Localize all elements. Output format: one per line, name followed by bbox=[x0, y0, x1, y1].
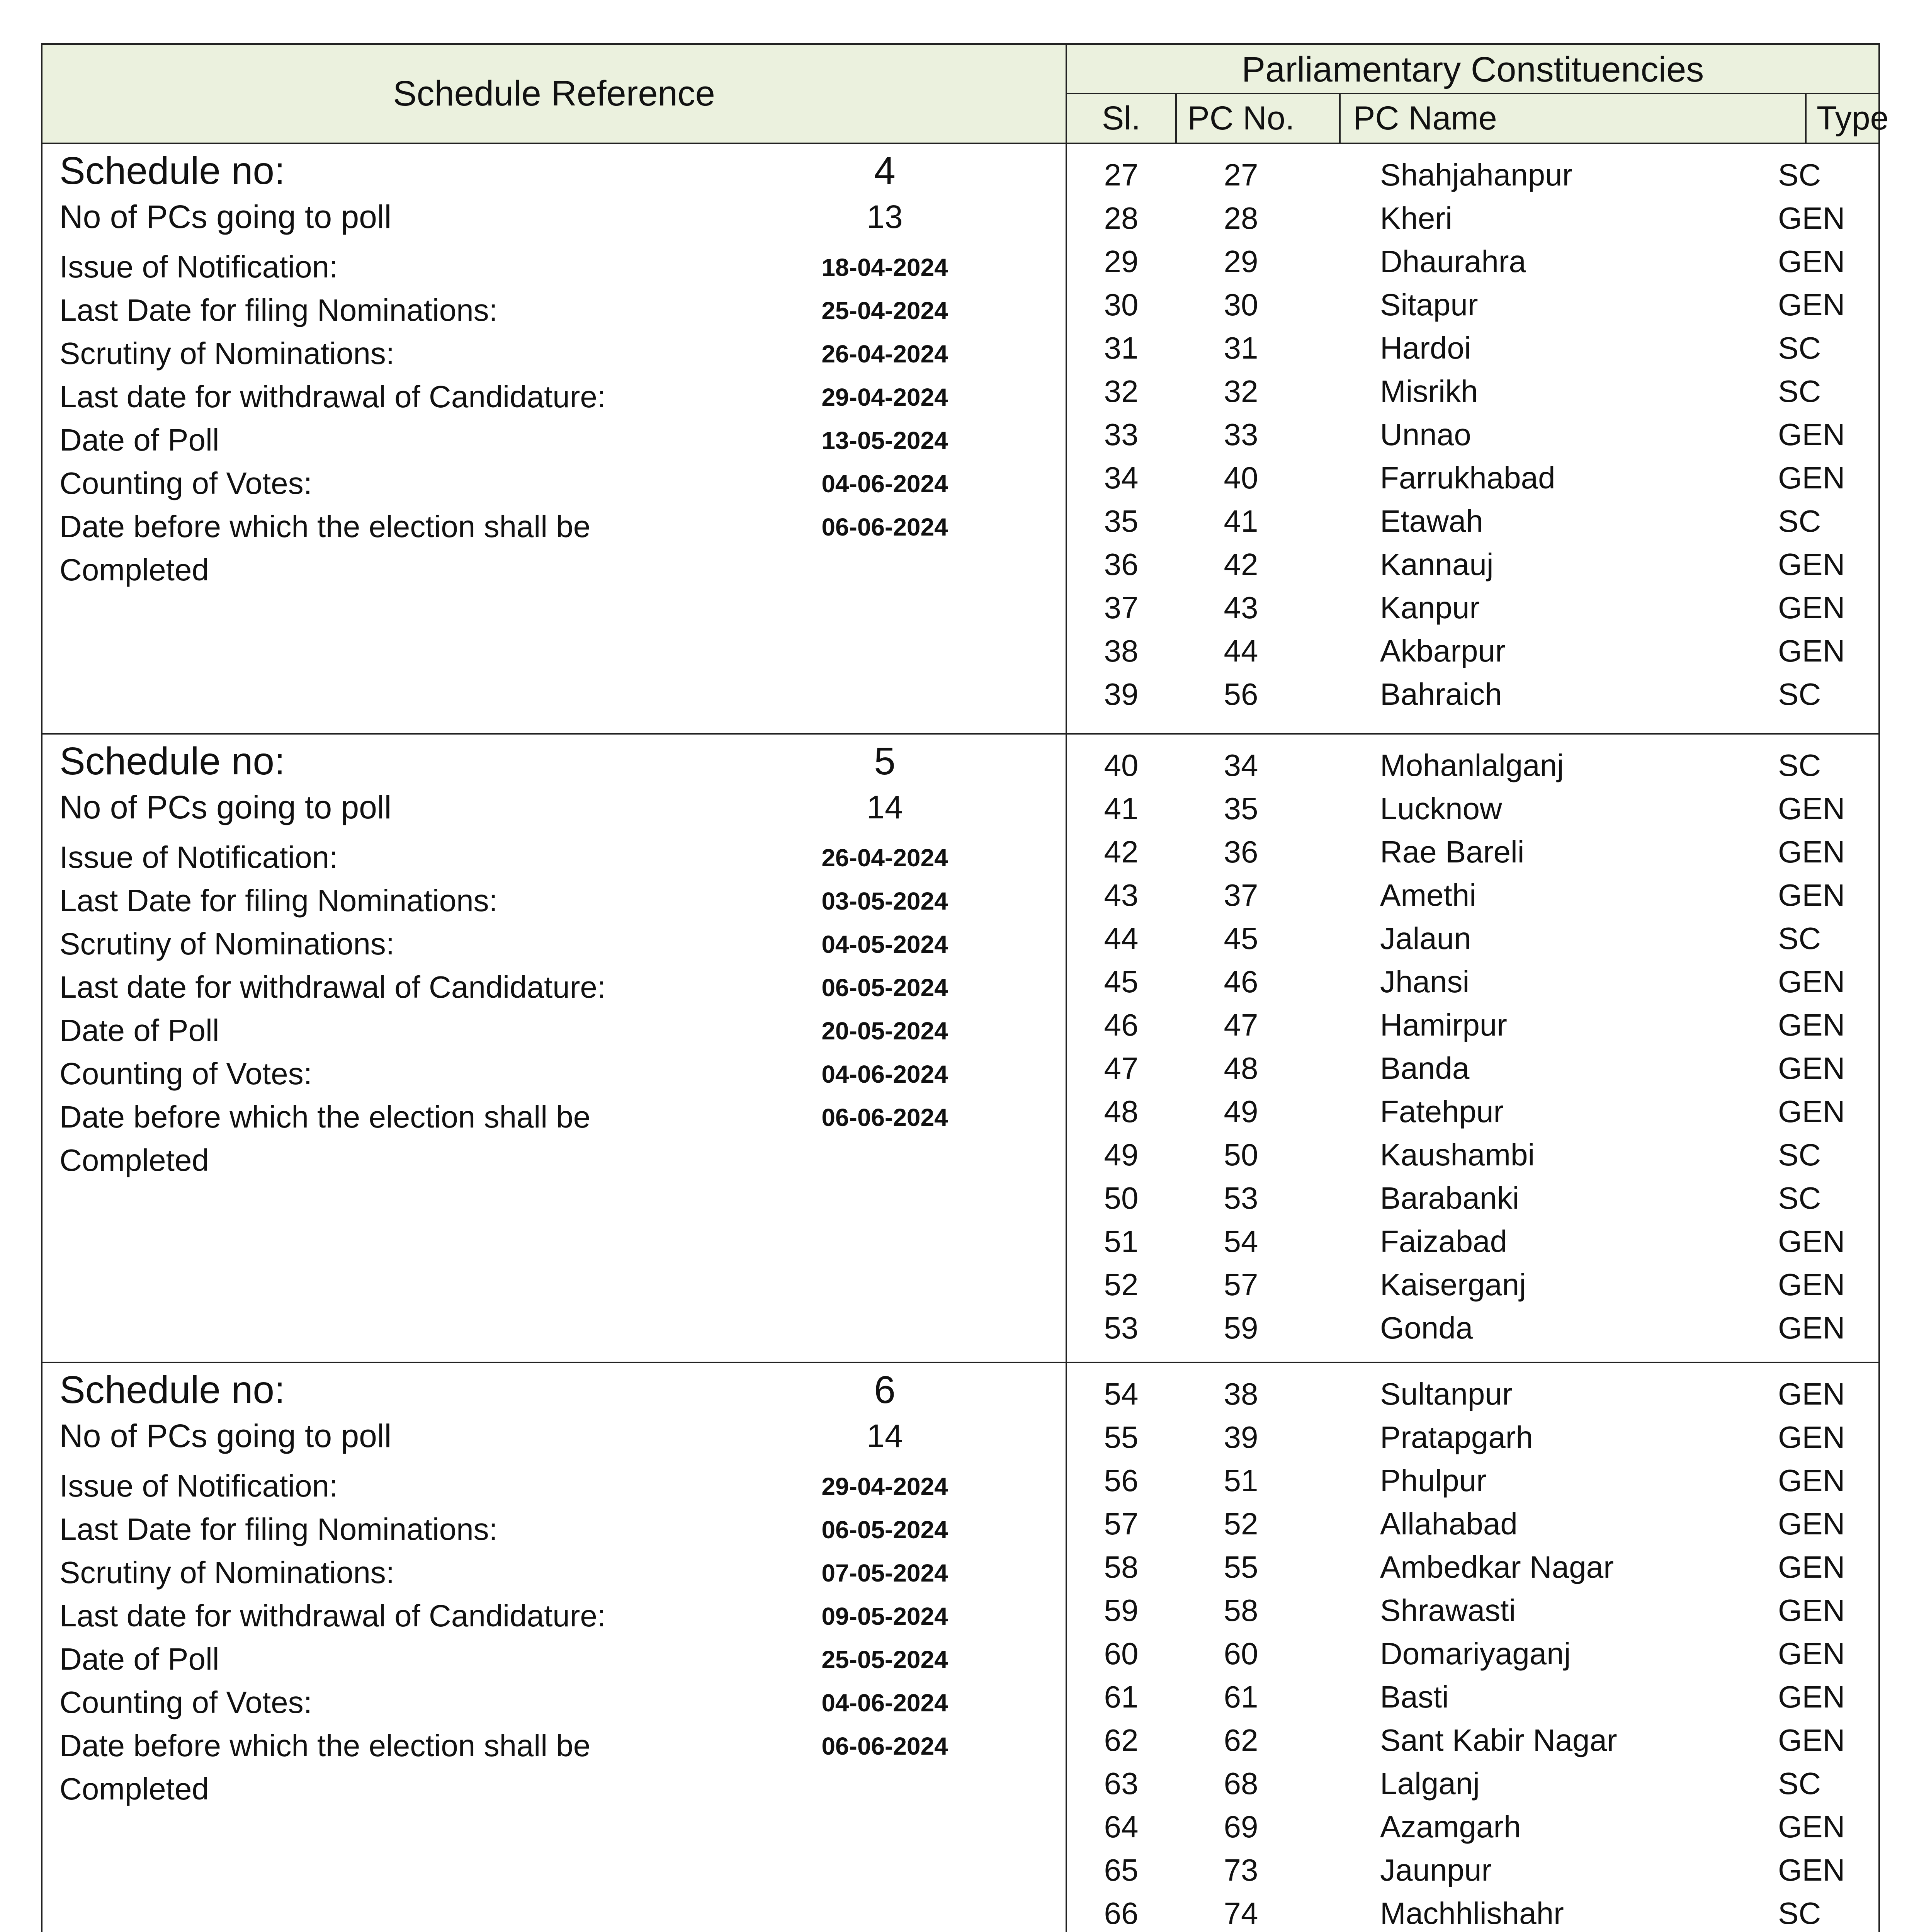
pc-name: Kanpur bbox=[1380, 590, 1480, 625]
pc-name: Gonda bbox=[1380, 1311, 1473, 1345]
pc-serial: 38 bbox=[1104, 634, 1139, 668]
pc-serial: 42 bbox=[1104, 835, 1139, 869]
pc-header bbox=[1067, 45, 1889, 143]
pc-type: GEN bbox=[1778, 201, 1845, 235]
table-row bbox=[1067, 960, 1878, 1003]
label-scrutiny: Scrutiny of Nominations: bbox=[59, 1555, 395, 1590]
pc-serial: 56 bbox=[1104, 1463, 1139, 1498]
pc-name: Jalaun bbox=[1380, 921, 1471, 956]
pc-type: GEN bbox=[1778, 1636, 1845, 1671]
pc-serial: 57 bbox=[1104, 1507, 1139, 1541]
pc-type: SC bbox=[1778, 158, 1821, 192]
pc-number: 41 bbox=[1224, 504, 1258, 538]
pc-serial: 34 bbox=[1104, 461, 1139, 495]
pc-serial: 39 bbox=[1104, 677, 1139, 711]
date-nominations: 03-05-2024 bbox=[821, 887, 948, 915]
pc-number: 36 bbox=[1224, 835, 1258, 869]
pc-number: 34 bbox=[1224, 748, 1258, 782]
table-row bbox=[1067, 1459, 1878, 1502]
schedule-block-4 bbox=[42, 144, 1066, 733]
pc-name: Hardoi bbox=[1380, 331, 1471, 365]
pc-type: SC bbox=[1778, 331, 1821, 365]
pc-type: GEN bbox=[1778, 878, 1845, 912]
pcs-label: No of PCs going to poll bbox=[59, 199, 392, 235]
table-row bbox=[1067, 673, 1878, 716]
table-row bbox=[1067, 197, 1878, 240]
date-notification: 29-04-2024 bbox=[821, 1473, 948, 1500]
pc-type: GEN bbox=[1778, 1094, 1845, 1129]
pc-type: GEN bbox=[1778, 1507, 1845, 1541]
schedule-number: 4 bbox=[874, 149, 896, 192]
date-scrutiny: 04-05-2024 bbox=[821, 930, 948, 958]
table-row bbox=[1067, 456, 1878, 500]
pc-type: GEN bbox=[1778, 1008, 1845, 1042]
pc-name: Jaunpur bbox=[1380, 1853, 1492, 1887]
pc-name: Misrikh bbox=[1380, 374, 1478, 408]
pc-name: Kaushambi bbox=[1380, 1138, 1535, 1172]
pc-type: SC bbox=[1778, 1896, 1821, 1930]
table-row bbox=[1067, 629, 1878, 673]
date-completion: 06-06-2024 bbox=[821, 1732, 948, 1760]
col-pc-no: PC No. bbox=[1187, 100, 1295, 137]
pc-list-4 bbox=[1067, 144, 1878, 733]
date-poll: 20-05-2024 bbox=[821, 1017, 948, 1045]
pc-number: 27 bbox=[1224, 158, 1258, 192]
pc-type: GEN bbox=[1778, 287, 1845, 322]
pc-name: Allahabad bbox=[1380, 1507, 1518, 1541]
pc-name: Shrawasti bbox=[1380, 1593, 1516, 1628]
table-row bbox=[1067, 327, 1878, 370]
table-row bbox=[1067, 1133, 1878, 1177]
pc-type: GEN bbox=[1778, 1550, 1845, 1584]
pc-type: GEN bbox=[1778, 1853, 1845, 1887]
pc-serial: 51 bbox=[1104, 1224, 1139, 1259]
pc-name: Fatehpur bbox=[1380, 1094, 1504, 1129]
pc-name: Lalganj bbox=[1380, 1766, 1480, 1801]
pc-type: GEN bbox=[1778, 791, 1845, 826]
col-type: Type bbox=[1817, 100, 1889, 137]
pc-number: 30 bbox=[1224, 287, 1258, 322]
pc-name: Pratapgarh bbox=[1380, 1420, 1533, 1454]
schedule-block-6 bbox=[42, 1363, 1066, 1932]
pc-type: SC bbox=[1778, 1138, 1821, 1172]
pc-number: 39 bbox=[1224, 1420, 1258, 1454]
pc-type: GEN bbox=[1778, 1420, 1845, 1454]
table-row bbox=[1067, 1719, 1878, 1762]
table-row bbox=[1067, 1502, 1878, 1546]
pc-type: GEN bbox=[1778, 1593, 1845, 1628]
pc-number: 48 bbox=[1224, 1051, 1258, 1085]
table-row bbox=[1067, 1632, 1878, 1675]
pc-name: Shahjahanpur bbox=[1380, 158, 1573, 192]
label-completion-2: Completed bbox=[59, 1772, 209, 1806]
pc-name: Mohanlalganj bbox=[1380, 748, 1564, 782]
label-completion: Date before which the election shall be bbox=[59, 1100, 591, 1134]
pc-name: Sitapur bbox=[1380, 287, 1478, 322]
pc-number: 47 bbox=[1224, 1008, 1258, 1042]
pc-name: Kaiserganj bbox=[1380, 1267, 1526, 1302]
table-row bbox=[1067, 1589, 1878, 1632]
schedule-number: 5 bbox=[874, 740, 896, 783]
pc-type: SC bbox=[1778, 921, 1821, 956]
pc-number: 49 bbox=[1224, 1094, 1258, 1129]
pc-number: 35 bbox=[1224, 791, 1258, 826]
label-completion: Date before which the election shall be bbox=[59, 509, 591, 544]
col-sl: Sl. bbox=[1101, 100, 1141, 137]
label-scrutiny: Scrutiny of Nominations: bbox=[59, 927, 395, 961]
pc-name: Rae Bareli bbox=[1380, 835, 1525, 869]
table-row bbox=[1067, 1372, 1878, 1416]
pc-type: GEN bbox=[1778, 1311, 1845, 1345]
label-completion-2: Completed bbox=[59, 553, 209, 587]
table-row bbox=[1067, 543, 1878, 586]
pc-serial: 36 bbox=[1104, 547, 1139, 582]
pc-serial: 47 bbox=[1104, 1051, 1139, 1085]
table-row bbox=[1067, 1263, 1878, 1306]
table-row bbox=[1067, 1805, 1878, 1849]
pc-number: 59 bbox=[1224, 1311, 1258, 1345]
pc-type: SC bbox=[1778, 1181, 1821, 1215]
pc-type: GEN bbox=[1778, 547, 1845, 582]
pc-serial: 45 bbox=[1104, 964, 1139, 999]
pc-type: GEN bbox=[1778, 1267, 1845, 1302]
pc-serial: 55 bbox=[1104, 1420, 1139, 1454]
date-completion: 06-06-2024 bbox=[821, 513, 948, 541]
table-row bbox=[1067, 240, 1878, 283]
date-counting: 04-06-2024 bbox=[821, 1689, 948, 1717]
label-notification: Issue of Notification: bbox=[59, 1469, 338, 1503]
pcs-label: No of PCs going to poll bbox=[59, 1418, 392, 1454]
pc-serial: 53 bbox=[1104, 1311, 1139, 1345]
date-notification: 18-04-2024 bbox=[821, 253, 948, 281]
table-row bbox=[1067, 1306, 1878, 1350]
pc-number: 28 bbox=[1224, 201, 1258, 235]
pc-number: 69 bbox=[1224, 1810, 1258, 1844]
pc-name: Farrukhabad bbox=[1380, 461, 1555, 495]
pc-type: GEN bbox=[1778, 590, 1845, 625]
table-row bbox=[1067, 1892, 1878, 1932]
pc-name: Machhlishahr bbox=[1380, 1896, 1564, 1930]
pc-number: 52 bbox=[1224, 1507, 1258, 1541]
label-completion-2: Completed bbox=[59, 1143, 209, 1177]
date-scrutiny: 07-05-2024 bbox=[821, 1559, 948, 1587]
pc-number: 42 bbox=[1224, 547, 1258, 582]
pc-name: Bahraich bbox=[1380, 677, 1502, 711]
table-row bbox=[1067, 586, 1878, 629]
pc-serial: 62 bbox=[1104, 1723, 1139, 1757]
label-counting: Counting of Votes: bbox=[59, 1685, 312, 1719]
pc-type: GEN bbox=[1778, 964, 1845, 999]
pc-serial: 66 bbox=[1104, 1896, 1139, 1930]
pc-name: Ambedkar Nagar bbox=[1380, 1550, 1614, 1584]
pc-type: SC bbox=[1778, 374, 1821, 408]
schedule-number: 6 bbox=[874, 1368, 896, 1412]
label-scrutiny: Scrutiny of Nominations: bbox=[59, 336, 395, 371]
pc-number: 33 bbox=[1224, 417, 1258, 452]
label-nominations: Last Date for filing Nominations: bbox=[59, 883, 498, 918]
pc-serial: 60 bbox=[1104, 1636, 1139, 1671]
pc-serial: 43 bbox=[1104, 878, 1139, 912]
pc-name: Domariyaganj bbox=[1380, 1636, 1571, 1671]
pc-number: 62 bbox=[1224, 1723, 1258, 1757]
pc-type: GEN bbox=[1778, 1051, 1845, 1085]
pc-serial: 61 bbox=[1104, 1680, 1139, 1714]
table-row bbox=[1067, 370, 1878, 413]
table-row bbox=[1067, 874, 1878, 917]
pc-serial: 29 bbox=[1104, 244, 1139, 279]
date-scrutiny: 26-04-2024 bbox=[821, 340, 948, 368]
table-row bbox=[1067, 283, 1878, 327]
date-counting: 04-06-2024 bbox=[821, 1060, 948, 1088]
pc-number: 73 bbox=[1224, 1853, 1258, 1887]
pc-number: 40 bbox=[1224, 461, 1258, 495]
pc-serial: 64 bbox=[1104, 1810, 1139, 1844]
pc-name: Lucknow bbox=[1380, 791, 1502, 826]
table-row bbox=[1067, 1220, 1878, 1263]
pc-number: 55 bbox=[1224, 1550, 1258, 1584]
pc-serial: 27 bbox=[1104, 158, 1139, 192]
schedule-reference-title: Schedule Reference bbox=[393, 74, 715, 113]
pc-number: 60 bbox=[1224, 1636, 1258, 1671]
pc-name: Jhansi bbox=[1380, 964, 1470, 999]
pc-number: 74 bbox=[1224, 1896, 1258, 1930]
table-row bbox=[1067, 1047, 1878, 1090]
pc-serial: 46 bbox=[1104, 1008, 1139, 1042]
pc-number: 51 bbox=[1224, 1463, 1258, 1498]
pc-number: 43 bbox=[1224, 590, 1258, 625]
pc-name: Sant Kabir Nagar bbox=[1380, 1723, 1617, 1757]
pc-type: GEN bbox=[1778, 1224, 1845, 1259]
pc-type: SC bbox=[1778, 677, 1821, 711]
schedule-block-5 bbox=[42, 735, 1066, 1362]
pc-type: GEN bbox=[1778, 1680, 1845, 1714]
label-poll: Date of Poll bbox=[59, 1642, 219, 1676]
pc-type: GEN bbox=[1778, 835, 1845, 869]
label-withdrawal: Last date for withdrawal of Candidature: bbox=[59, 379, 606, 414]
schedule-label: Schedule no: bbox=[59, 149, 285, 192]
pc-column-headers bbox=[1067, 94, 1889, 143]
pc-name: Faizabad bbox=[1380, 1224, 1508, 1259]
pc-type: SC bbox=[1778, 504, 1821, 538]
pc-type: SC bbox=[1778, 1766, 1821, 1801]
label-poll: Date of Poll bbox=[59, 423, 219, 457]
pc-name: Azamgarh bbox=[1380, 1810, 1521, 1844]
pc-serial: 30 bbox=[1104, 287, 1139, 322]
label-notification: Issue of Notification: bbox=[59, 840, 338, 874]
pc-serial: 31 bbox=[1104, 331, 1139, 365]
pc-name: Kheri bbox=[1380, 201, 1452, 235]
table-row bbox=[1067, 1003, 1878, 1047]
pc-serial: 54 bbox=[1104, 1377, 1139, 1411]
pc-serial: 32 bbox=[1104, 374, 1139, 408]
pc-serial: 59 bbox=[1104, 1593, 1139, 1628]
pc-number: 45 bbox=[1224, 921, 1258, 956]
schedule-label: Schedule no: bbox=[59, 1368, 285, 1412]
table-row bbox=[1067, 1675, 1878, 1719]
table-row bbox=[1067, 1546, 1878, 1589]
pc-serial: 52 bbox=[1104, 1267, 1139, 1302]
pc-type: GEN bbox=[1778, 461, 1845, 495]
table-row bbox=[1067, 917, 1878, 960]
pc-serial: 41 bbox=[1104, 791, 1139, 826]
pc-name: Hamirpur bbox=[1380, 1008, 1507, 1042]
date-counting: 04-06-2024 bbox=[821, 470, 948, 498]
pc-name: Sultanpur bbox=[1380, 1377, 1513, 1411]
table-row bbox=[1067, 1177, 1878, 1220]
date-withdrawal: 09-05-2024 bbox=[821, 1602, 948, 1630]
pc-list-5 bbox=[1067, 735, 1878, 1362]
pc-number: 31 bbox=[1224, 331, 1258, 365]
pc-type: GEN bbox=[1778, 634, 1845, 668]
pc-name: Phulpur bbox=[1380, 1463, 1487, 1498]
pc-name: Unnao bbox=[1380, 417, 1471, 452]
pc-serial: 37 bbox=[1104, 590, 1139, 625]
pc-type: GEN bbox=[1778, 1377, 1845, 1411]
pc-number: 54 bbox=[1224, 1224, 1258, 1259]
pcs-count: 14 bbox=[867, 789, 903, 825]
pcs-count: 14 bbox=[867, 1418, 903, 1454]
pc-number: 37 bbox=[1224, 878, 1258, 912]
pc-number: 29 bbox=[1224, 244, 1258, 279]
date-completion: 06-06-2024 bbox=[821, 1104, 948, 1131]
pc-serial: 49 bbox=[1104, 1138, 1139, 1172]
pc-name: Banda bbox=[1380, 1051, 1470, 1085]
date-withdrawal: 06-05-2024 bbox=[821, 974, 948, 1002]
pc-name: Kannauj bbox=[1380, 547, 1494, 582]
pc-header-title: Parliamentary Constituencies bbox=[1241, 49, 1704, 89]
table-row bbox=[1067, 413, 1878, 456]
pc-number: 44 bbox=[1224, 634, 1258, 668]
label-withdrawal: Last date for withdrawal of Candidature: bbox=[59, 970, 606, 1004]
pc-number: 32 bbox=[1224, 374, 1258, 408]
date-nominations: 06-05-2024 bbox=[821, 1516, 948, 1544]
pc-serial: 40 bbox=[1104, 748, 1139, 782]
date-withdrawal: 29-04-2024 bbox=[821, 383, 948, 411]
pc-serial: 65 bbox=[1104, 1853, 1139, 1887]
pc-type: GEN bbox=[1778, 417, 1845, 452]
col-pc-name: PC Name bbox=[1353, 100, 1497, 137]
pc-number: 57 bbox=[1224, 1267, 1258, 1302]
pc-name: Etawah bbox=[1380, 504, 1483, 538]
label-notification: Issue of Notification: bbox=[59, 250, 338, 284]
pc-name: Barabanki bbox=[1380, 1181, 1520, 1215]
date-poll: 25-05-2024 bbox=[821, 1646, 948, 1673]
pc-type: GEN bbox=[1778, 1723, 1845, 1757]
label-poll: Date of Poll bbox=[59, 1013, 219, 1048]
pc-serial: 33 bbox=[1104, 417, 1139, 452]
pc-serial: 44 bbox=[1104, 921, 1139, 956]
date-notification: 26-04-2024 bbox=[821, 844, 948, 872]
table-row bbox=[1067, 830, 1878, 874]
label-nominations: Last Date for filing Nominations: bbox=[59, 293, 498, 327]
pc-serial: 50 bbox=[1104, 1181, 1139, 1215]
table-row bbox=[1067, 1849, 1878, 1892]
schedule-table bbox=[41, 43, 1889, 1932]
pc-serial: 63 bbox=[1104, 1766, 1139, 1801]
schedule-reference-header bbox=[42, 45, 1066, 143]
pc-type: GEN bbox=[1778, 1810, 1845, 1844]
pcs-label: No of PCs going to poll bbox=[59, 789, 392, 825]
pc-number: 61 bbox=[1224, 1680, 1258, 1714]
pc-name: Dhaurahra bbox=[1380, 244, 1526, 279]
table-row bbox=[1067, 1090, 1878, 1133]
date-poll: 13-05-2024 bbox=[821, 427, 948, 454]
pc-number: 68 bbox=[1224, 1766, 1258, 1801]
pc-name: Amethi bbox=[1380, 878, 1476, 912]
pc-serial: 48 bbox=[1104, 1094, 1139, 1129]
pc-type: SC bbox=[1778, 748, 1821, 782]
table-row bbox=[1067, 153, 1878, 197]
table-row bbox=[1067, 500, 1878, 543]
pcs-count: 13 bbox=[867, 199, 903, 235]
pc-number: 56 bbox=[1224, 677, 1258, 711]
table-row bbox=[1067, 1762, 1878, 1805]
label-completion: Date before which the election shall be bbox=[59, 1728, 591, 1763]
table-row bbox=[1067, 744, 1878, 787]
pc-number: 53 bbox=[1224, 1181, 1258, 1215]
pc-serial: 58 bbox=[1104, 1550, 1139, 1584]
pc-name: Basti bbox=[1380, 1680, 1449, 1714]
date-nominations: 25-04-2024 bbox=[821, 297, 948, 325]
table-row bbox=[1067, 1416, 1878, 1459]
pc-serial: 28 bbox=[1104, 201, 1139, 235]
pc-number: 50 bbox=[1224, 1138, 1258, 1172]
pc-number: 46 bbox=[1224, 964, 1258, 999]
pc-number: 38 bbox=[1224, 1377, 1258, 1411]
schedule-label: Schedule no: bbox=[59, 740, 285, 783]
table-row bbox=[1067, 787, 1878, 830]
pc-serial: 35 bbox=[1104, 504, 1139, 538]
label-counting: Counting of Votes: bbox=[59, 1056, 312, 1091]
pc-list-6 bbox=[1067, 1363, 1878, 1932]
pc-name: Akbarpur bbox=[1380, 634, 1506, 668]
pc-type: GEN bbox=[1778, 244, 1845, 279]
pc-number: 58 bbox=[1224, 1593, 1258, 1628]
label-nominations: Last Date for filing Nominations: bbox=[59, 1512, 498, 1546]
label-counting: Counting of Votes: bbox=[59, 466, 312, 500]
label-withdrawal: Last date for withdrawal of Candidature: bbox=[59, 1599, 606, 1633]
pc-type: GEN bbox=[1778, 1463, 1845, 1498]
